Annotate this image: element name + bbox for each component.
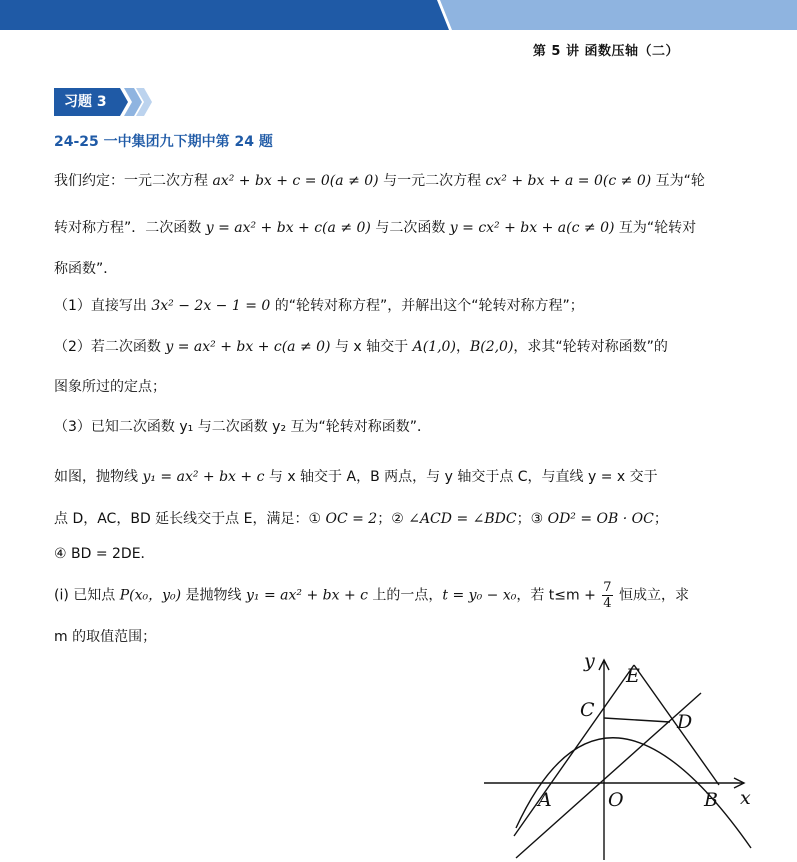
problem-source: 24-25 一中集团九下期中第 24 题 (54, 134, 273, 150)
label-e: E (626, 665, 640, 687)
question-3-line-1: （3）已知二次函数 y₁ 与二次函数 y₂ 互为“轮转对称函数”． (54, 419, 432, 435)
label-y: y (584, 650, 595, 672)
label-b: B (704, 789, 718, 811)
badge-label: 习题 3 (64, 94, 107, 110)
label-x: x (740, 787, 751, 809)
intro-line-1: 我们约定：一元二次方程 ax² + bx + c = 0(a ≠ 0) 与一元二次方程 cx² + bx + a = 0(c ≠ 0) 互为“轮 (54, 173, 705, 189)
segment-c-d (604, 718, 670, 722)
question-1: （1）直接写出 3x² − 2x − 1 = 0 的“轮转对称方程”，并解出这个“轮转对称方程”； (54, 298, 584, 314)
geometry-figure (476, 648, 786, 862)
question-3-line-3: 点 D，AC，BD 延长线交于点 E，满足：① OC = 2；② ∠ACD = ∠BDC；③ OD² = OB · OC； (54, 511, 668, 527)
question-2-line-2: 图象所过的定点； (54, 379, 166, 395)
label-c: C (580, 699, 595, 721)
label-a: A (538, 789, 552, 811)
question-3-line-4: ④ BD = 2DE． (54, 546, 155, 562)
intro-line-3: 称函数”． (54, 261, 118, 277)
label-o: O (608, 789, 624, 811)
question-3-line-2: 如图，抛物线 y₁ = ax² + bx + c 与 x 轴交于 A，B 两点，与 y 轴交于点 C，与直线 y = x 交于 (54, 469, 658, 485)
header-bar (0, 0, 797, 30)
intro-line-2: 转对称方程”．二次函数 y = ax² + bx + c(a ≠ 0) 与二次函数 y = cx² + bx + a(c ≠ 0) 互为“轮转对 (54, 220, 697, 236)
label-d: D (677, 711, 693, 733)
fraction-seven-fourths: $\frac{7}{4}$ (603, 580, 612, 611)
question-3-part-i-line-1: (i) 已知点 P(x₀，y₀) 是抛物线 y₁ = ax² + bx + c 上的一点，t = y₀ − x₀，若 t≤m + $\frac{7}{4}$ 恒成立，求 (54, 580, 690, 611)
chapter-title: 第 5 讲 函数压轴（二） (532, 44, 679, 59)
question-2-line-1: （2）若二次函数 y = ax² + bx + c(a ≠ 0) 与 x 轴交于 A(1,0)，B(2,0)，求其“轮转对称函数”的 (54, 339, 668, 355)
question-3-part-i-line-2: m 的取值范围； (54, 629, 157, 645)
